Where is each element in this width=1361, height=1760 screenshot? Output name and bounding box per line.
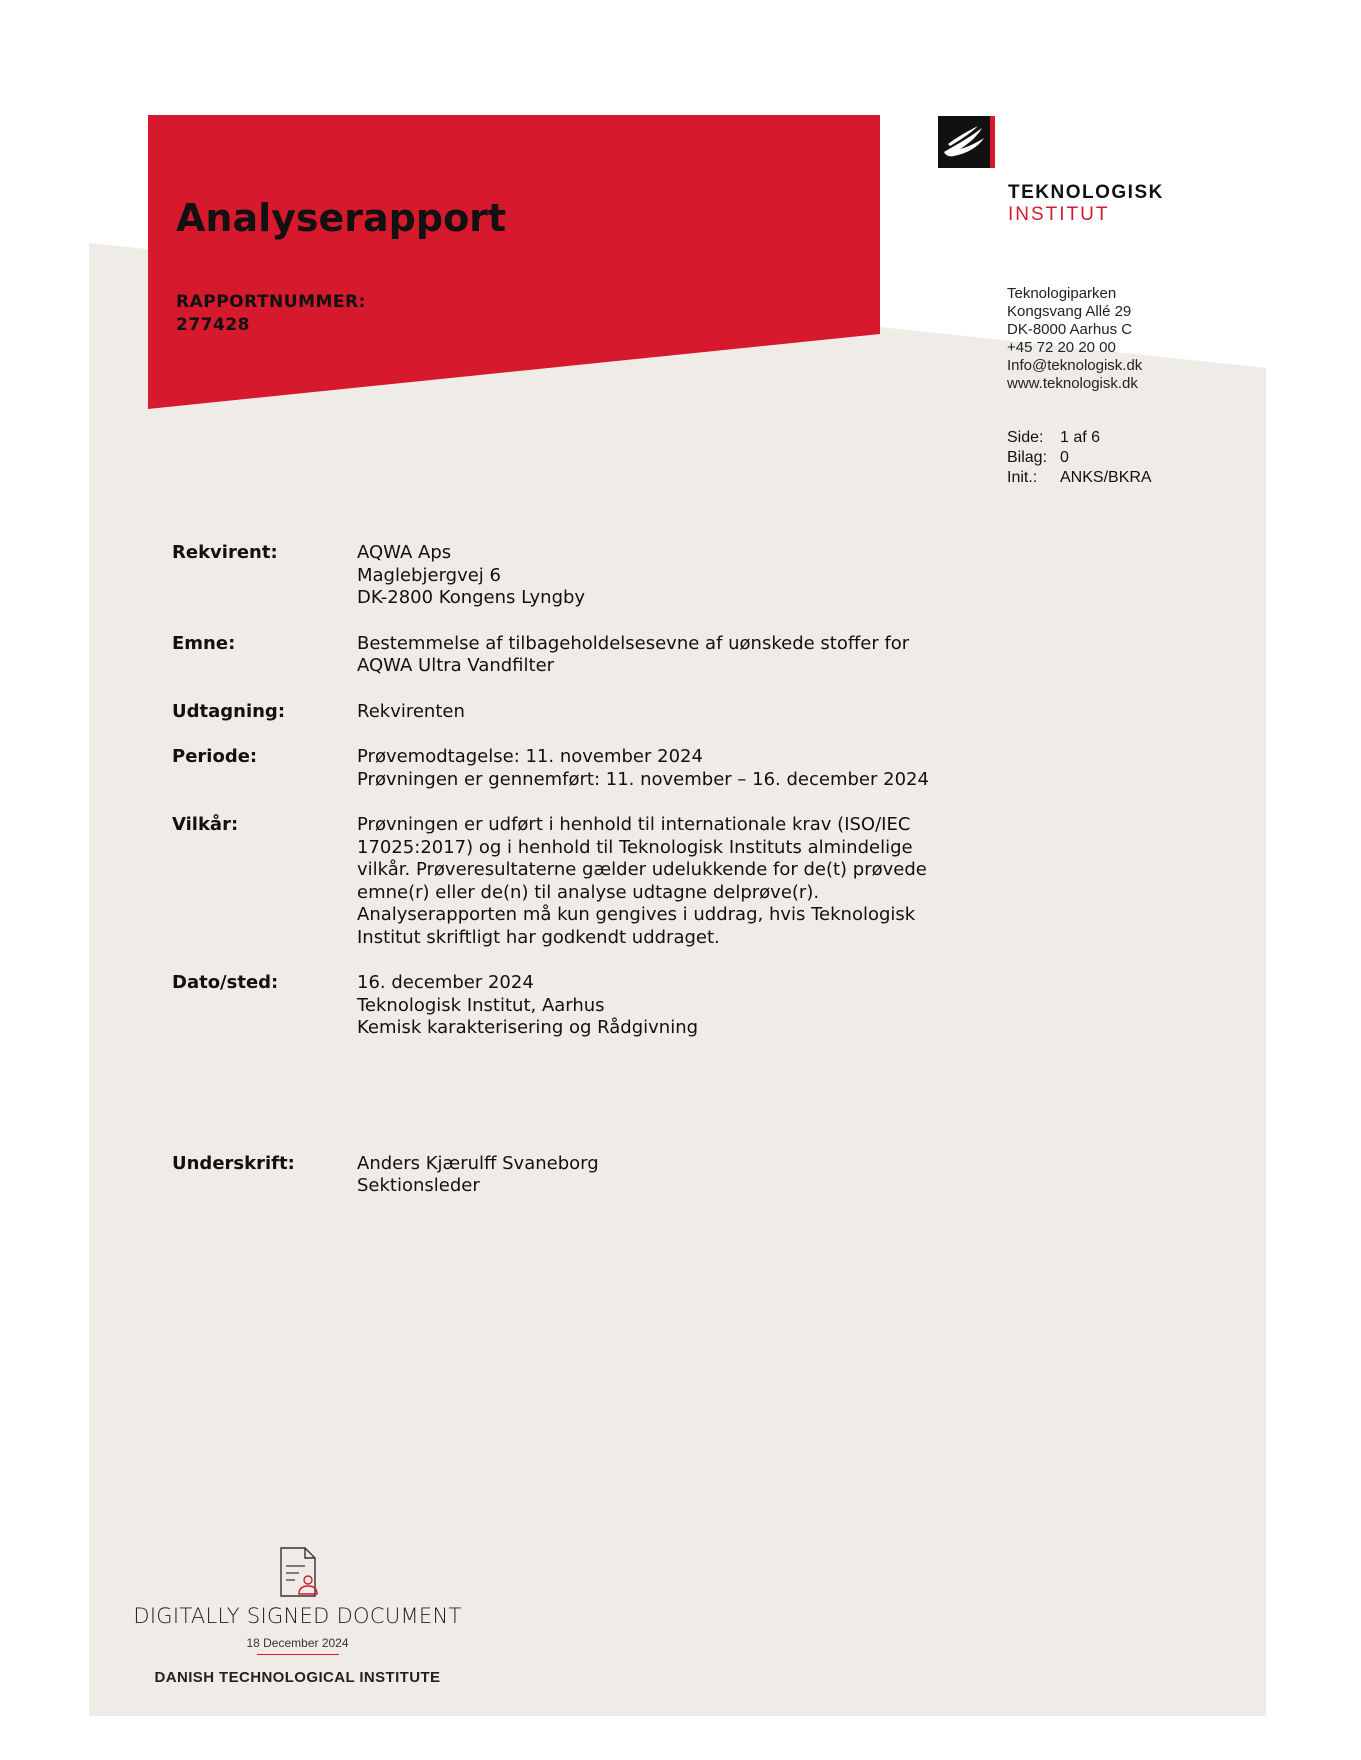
signature-divider: [257, 1654, 339, 1655]
field-line: Maglebjergvej 6: [357, 564, 501, 586]
contact-phone: +45 72 20 20 00: [1007, 339, 1116, 356]
field-dato-sted: [172, 972, 977, 1040]
field-line: AQWA Aps: [357, 542, 452, 563]
logo-subtitle: INSTITUT: [1008, 204, 1110, 225]
contact-website: www.teknologisk.dk: [1007, 375, 1138, 392]
field-label: Underskrift:: [172, 1152, 295, 1174]
field-line: Prøvningen er gennemført: 11. november – 16. december 2024: [357, 768, 929, 790]
field-line: DK-2800 Kongens Lyngby: [357, 587, 586, 608]
document-meta: [1007, 428, 1152, 488]
field-line: 16. december 2024: [357, 972, 534, 993]
page-title: Analyserapport: [176, 196, 507, 240]
meta-side-label: Side:: [1007, 429, 1044, 446]
field-line: Kemisk karakterisering og Rådgivning: [357, 1017, 699, 1038]
field-line: AQWA Ultra Vandfilter: [357, 655, 555, 676]
report-fields: [172, 542, 977, 1221]
field-underskrift: [172, 1153, 977, 1198]
meta-init-label: Init.:: [1007, 469, 1038, 486]
field-line: Teknologisk Institut, Aarhus: [357, 994, 605, 1016]
field-line: Anders Kjærulff Svaneborg: [357, 1152, 599, 1174]
field-value: [357, 746, 977, 791]
field-line: Prøvningen er udført i henhold til internationale krav (ISO/IEC: [357, 814, 911, 835]
field-vilkar: [172, 814, 977, 949]
digital-signature-stamp: [130, 1546, 465, 1686]
flame-bird-icon: [938, 116, 995, 168]
meta-bilag-value: 0: [1060, 449, 1069, 466]
field-line: Sektionsleder: [357, 1175, 480, 1196]
contact-line: DK-8000 Aarhus C: [1007, 321, 1133, 338]
contact-line: Teknologiparken: [1007, 285, 1117, 302]
signature-organization: DANISH TECHNOLOGICAL INSTITUTE: [154, 1669, 441, 1686]
field-rekvirent: [172, 542, 977, 610]
contact-email: Info@teknologisk.dk: [1007, 357, 1143, 374]
meta-side: [1007, 428, 1152, 448]
field-label: Rekvirent:: [172, 542, 278, 563]
field-line: Institut skriftligt har godkendt uddraget.: [357, 926, 720, 948]
field-label: Udtagning:: [172, 700, 286, 722]
contact-line: Kongsvang Allé 29: [1007, 303, 1132, 320]
field-label: Dato/sted:: [172, 972, 279, 993]
meta-init: [1007, 468, 1152, 488]
field-line: Bestemmelse af tilbageholdelsesevne af uønskede stoffer for: [357, 632, 910, 654]
field-udtagning: [172, 701, 977, 724]
field-value: [357, 972, 977, 1040]
signature-date: 18 December 2024: [246, 1636, 349, 1650]
contact-block: [1007, 285, 1142, 393]
field-line: Rekvirenten: [357, 700, 465, 722]
field-value: [357, 633, 977, 678]
field-line: emne(r) eller de(n) til analyse udtagne delprøve(r).: [357, 881, 820, 903]
meta-bilag: [1007, 448, 1152, 468]
field-emne: [172, 633, 977, 678]
meta-init-value: ANKS/BKRA: [1060, 469, 1152, 486]
meta-side-value: 1 af 6: [1060, 429, 1101, 446]
signed-document-icon: [275, 1546, 321, 1598]
field-line: 17025:2017) og i henhold til Teknologisk Instituts almindelige: [357, 836, 913, 858]
field-label: Periode:: [172, 746, 258, 767]
report-number-label: RAPPORTNUMMER:: [176, 292, 366, 312]
meta-bilag-label: Bilag:: [1007, 449, 1048, 466]
field-label: Vilkår:: [172, 814, 239, 835]
signature-text: DIGITALLY SIGNED DOCUMENT: [133, 1604, 462, 1628]
report-number: 277428: [176, 315, 250, 335]
field-periode: [172, 746, 977, 791]
logo-name: TEKNOLOGISK: [1008, 182, 1164, 203]
field-line: Analyserapporten må kun gengives i uddrag, hvis Teknologisk: [357, 904, 916, 925]
field-line: vilkår. Prøveresultaterne gælder udelukkende for de(t) prøvede: [357, 859, 927, 880]
field-value: [357, 814, 977, 949]
field-value: [357, 701, 977, 724]
field-value: [357, 542, 977, 610]
field-line: Prøvemodtagelse: 11. november 2024: [357, 746, 703, 767]
field-value: [357, 1153, 977, 1198]
field-label: Emne:: [172, 632, 236, 654]
